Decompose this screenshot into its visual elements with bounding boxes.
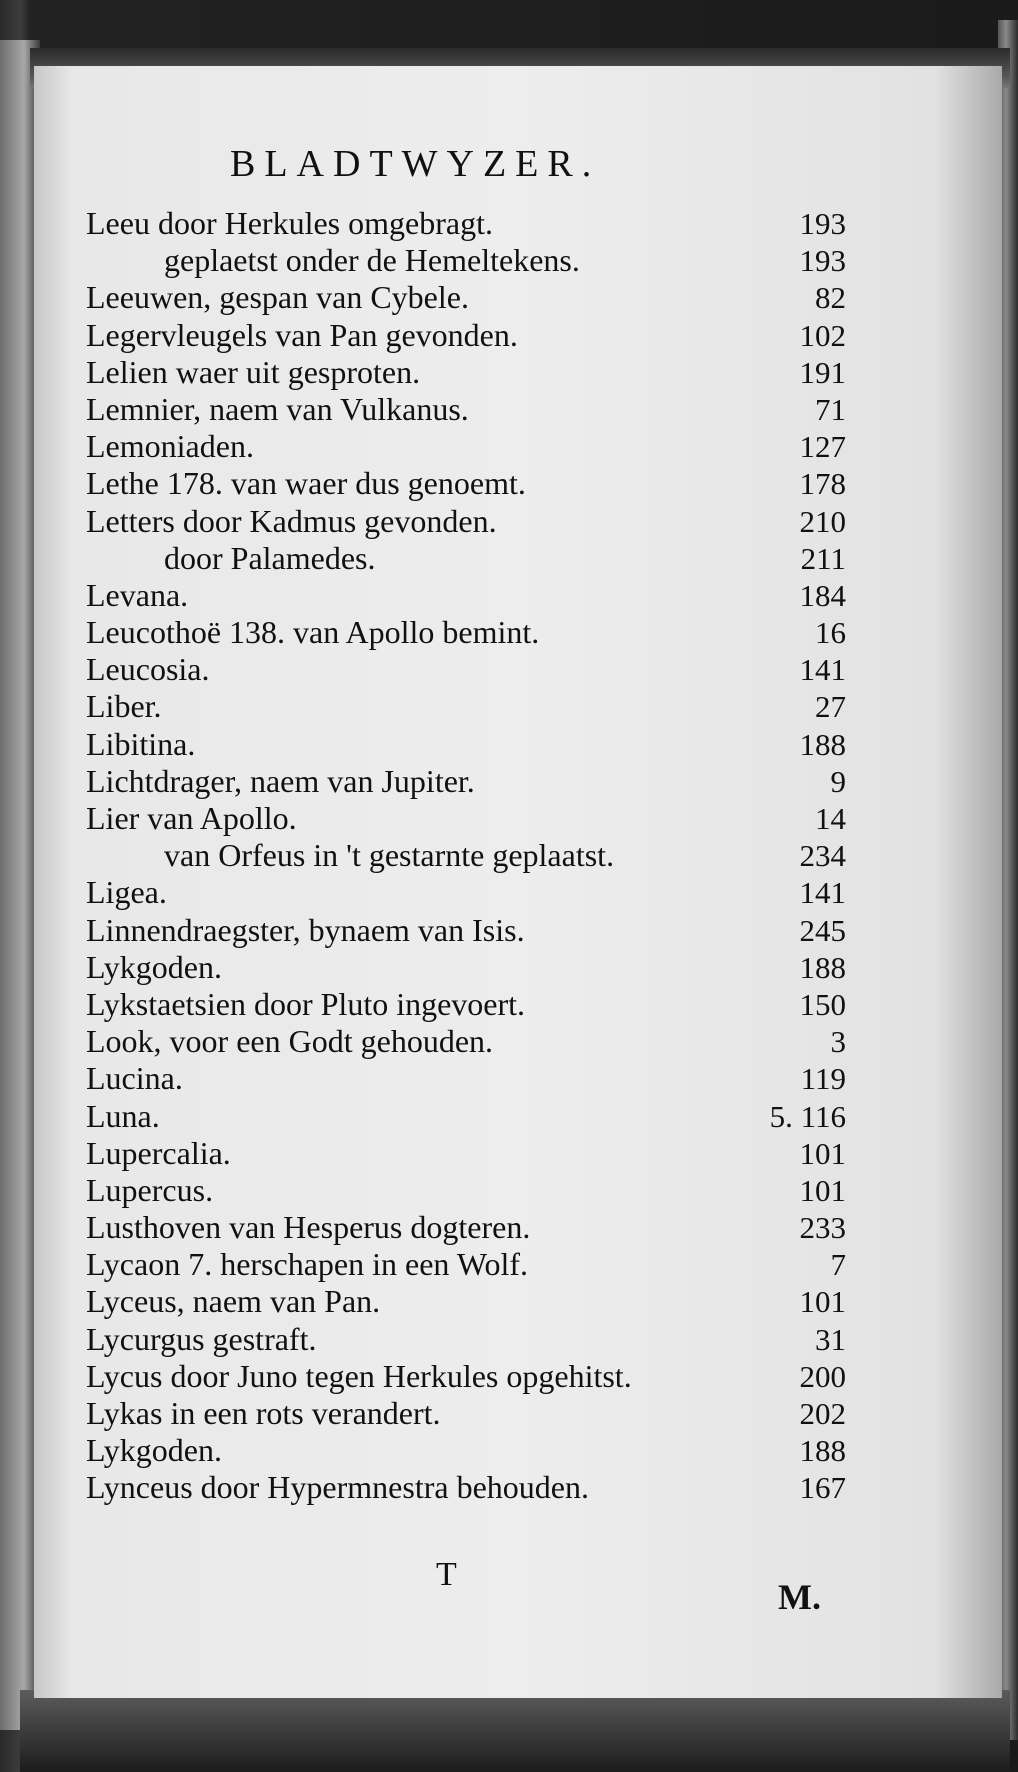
entry-text: Libitina. <box>86 725 196 762</box>
entry-page-number: 27 <box>815 689 846 725</box>
entry-text: Look, voor een Godt gehouden. <box>86 1023 494 1060</box>
entry-text: Lucina. <box>86 1060 183 1097</box>
entry-text: Lelien waer uit gesproten. <box>86 353 421 390</box>
entry-page-number: 178 <box>799 466 846 502</box>
index-entry <box>86 688 846 725</box>
index-entry <box>86 1432 846 1469</box>
index-entry <box>86 874 846 911</box>
entry-text: Leucosia. <box>86 651 210 688</box>
index-entry <box>86 1469 846 1506</box>
index-entry <box>86 726 846 763</box>
index-entry <box>86 614 846 651</box>
index-entry <box>86 205 846 242</box>
page-header: BLADTWYZER. <box>230 143 601 185</box>
index-entry <box>86 763 846 800</box>
index-entry <box>86 391 846 428</box>
index-entry <box>86 242 846 279</box>
entry-text: Lupercus. <box>86 1171 214 1208</box>
entry-page-number: 102 <box>799 317 846 353</box>
entry-page-number: 191 <box>799 354 846 390</box>
entry-text: Leeuwen, gespan van Cybele. <box>86 279 469 316</box>
index-entry <box>86 1172 846 1209</box>
entry-text: Lemnier, naem van Vulkanus. <box>86 390 469 427</box>
entry-page-number: 14 <box>815 801 846 836</box>
index-entry <box>86 1023 846 1060</box>
entry-page-number: 7 <box>830 1247 846 1283</box>
entry-text: Liber. <box>86 688 162 725</box>
entry-page-number: 167 <box>799 1470 846 1506</box>
entry-page-number: 202 <box>799 1396 846 1431</box>
entry-text: geplaetst onder de Hemeltekens. <box>164 242 580 279</box>
entry-text: Lynceus door Hypermnestra behouden. <box>86 1469 589 1506</box>
entry-page-number: 233 <box>799 1210 846 1246</box>
entry-text: Lykgoden. <box>86 1432 222 1469</box>
entry-page-number: 101 <box>799 1135 846 1171</box>
entry-page-number: 16 <box>815 615 846 651</box>
entry-text: Leeu door Herkules omgebragt. <box>86 205 493 241</box>
entry-text: Legervleugels van Pan gevonden. <box>86 316 518 353</box>
entry-text: Luna. <box>86 1097 160 1134</box>
entry-page-number: 188 <box>799 949 846 985</box>
entry-text: Lupercalia. <box>86 1134 231 1171</box>
entry-page-number: 141 <box>799 875 846 911</box>
index-entry <box>86 354 846 391</box>
catchword: M. <box>778 1577 821 1617</box>
entry-page-number: 200 <box>799 1358 846 1394</box>
entry-text: Lichtdrager, naem van Jupiter. <box>86 762 475 799</box>
entry-text: Ligea. <box>86 874 167 911</box>
entry-text: Lykas in een rots verandert. <box>86 1395 441 1431</box>
index-entry <box>86 1135 846 1172</box>
index-entry <box>86 503 846 540</box>
entry-page-number: 193 <box>799 206 846 241</box>
page-bottom-shadow <box>20 1690 1010 1772</box>
index-entry <box>86 986 846 1023</box>
index-entry <box>86 651 846 688</box>
index-entry <box>86 1246 846 1283</box>
entry-page-number: 71 <box>815 391 846 427</box>
index-entry <box>86 1283 846 1320</box>
index-entries <box>86 205 846 1507</box>
entry-page-number: 211 <box>800 540 846 576</box>
index-entry <box>86 949 846 986</box>
entry-page-number: 234 <box>799 838 846 874</box>
entry-page-number: 188 <box>799 726 846 762</box>
entry-text: Lethe 178. van waer dus genoemt. <box>86 465 526 502</box>
index-entry <box>86 1060 846 1097</box>
index-entry <box>86 428 846 465</box>
index-entry <box>86 465 846 502</box>
entry-text: Lier van Apollo. <box>86 800 297 836</box>
index-entry <box>86 1209 846 1246</box>
entry-page-number: 127 <box>799 429 846 465</box>
index-entry <box>86 540 846 577</box>
entry-text: Lycaon 7. herschapen in een Wolf. <box>86 1246 529 1283</box>
entry-text: Lusthoven van Hesperus dogteren. <box>86 1209 531 1246</box>
entry-page-number: 193 <box>799 243 846 279</box>
entry-text: Lykgoden. <box>86 948 222 985</box>
entry-page-number: 141 <box>799 652 846 688</box>
index-entry <box>86 1395 846 1432</box>
index-entry <box>86 1098 846 1135</box>
entry-page-number: 101 <box>799 1284 846 1320</box>
index-entry <box>86 1358 846 1395</box>
entry-text: van Orfeus in 't gestarnte geplaatst. <box>164 837 615 874</box>
signature-mark: T <box>436 1556 457 1593</box>
entry-text: Lycus door Juno tegen Herkules opgehitst. <box>86 1357 632 1394</box>
index-entry <box>86 837 846 874</box>
entry-text: door Palamedes. <box>164 539 376 576</box>
entry-text: Levana. <box>86 576 189 613</box>
entry-text: Lykstaetsien door Pluto ingevoert. <box>86 985 526 1022</box>
entry-text: Lycurgus gestraft. <box>86 1320 317 1357</box>
index-entry <box>86 317 846 354</box>
entry-page-number: 9 <box>830 763 846 799</box>
index-entry <box>86 800 846 837</box>
entry-text: Linnendraegster, bynaem van Isis. <box>86 911 525 948</box>
entry-page-number: 188 <box>799 1433 846 1469</box>
entry-text: Lemoniaden. <box>86 428 254 465</box>
index-entry <box>86 279 846 316</box>
entry-page-number: 184 <box>799 577 846 613</box>
entry-text: Lyceus, naem van Pan. <box>86 1283 381 1320</box>
entry-text: Letters door Kadmus gevonden. <box>86 502 497 539</box>
entry-page-number: 101 <box>799 1172 846 1208</box>
index-entry <box>86 912 846 949</box>
entry-page-number: 210 <box>799 503 846 539</box>
entry-text: Leucothoë 138. van Apollo bemint. <box>86 614 540 651</box>
entry-page-number: 150 <box>799 986 846 1022</box>
entry-page-number: 119 <box>800 1061 846 1097</box>
entry-page-number: 82 <box>815 280 846 316</box>
entry-page-number: 31 <box>815 1321 846 1357</box>
index-entry <box>86 577 846 614</box>
index-entry <box>86 1321 846 1358</box>
entry-page-number: 245 <box>799 912 846 948</box>
entry-page-number: 3 <box>830 1024 846 1060</box>
entry-page-number: 5. 116 <box>769 1098 846 1134</box>
